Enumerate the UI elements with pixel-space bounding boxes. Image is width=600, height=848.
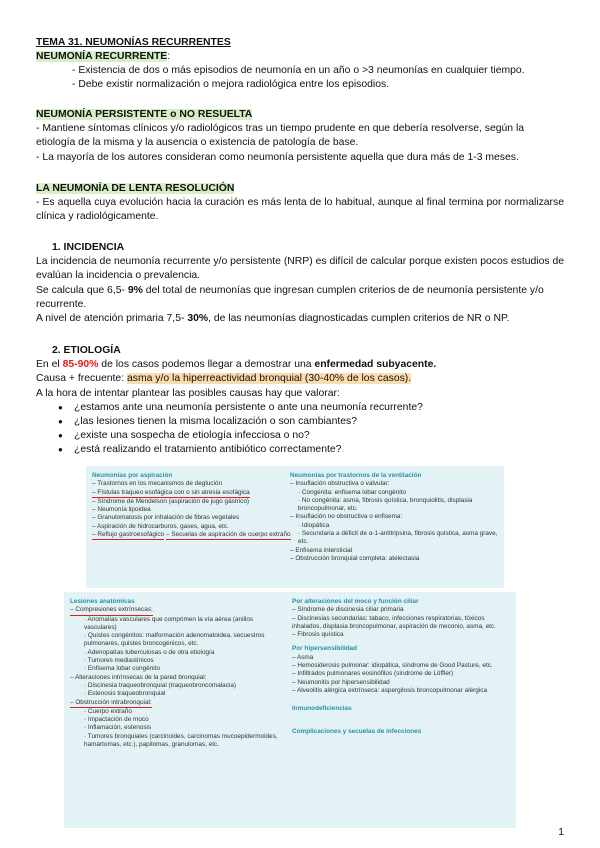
fig-line: · Idiopática <box>298 521 330 529</box>
fig-line: – Alveolitis alérgica extrínseca: aspergilosis broncopulmonar alérgica <box>292 686 488 694</box>
paragraph: Se calcula que 6,5- 9% del total de neumonías que ingresan cumplen criterios de de neumonía persistente y/o recurrente. <box>36 284 544 310</box>
fig-line: · Quistes congénitos: malformación adenomatoidea, secuestros pulmonares, quistes broncogénicos, etc. <box>84 632 265 648</box>
fig1-right-title: Neumonías por trastornos de la ventilación <box>290 472 422 479</box>
fig1-left-title: Neumonías por aspiración <box>92 472 173 479</box>
fig-line: – Neumonía lipoidea <box>92 506 151 514</box>
fig2-r3-title: Inmunodeficiencias <box>292 705 352 713</box>
fig-line: – Infiltrados pulmonares eosinófilos (síndrome de Löffler) <box>292 670 454 678</box>
fig-line: – Alteraciones intrínsecas de la pared bronquial: <box>70 673 207 681</box>
heading-etiologia: 2. ETIOLOGÍA <box>52 345 121 356</box>
fig-line: – Fibrosis quística <box>292 631 344 639</box>
fig1-right <box>290 472 498 563</box>
fig-line: – Obstrucción intrabronquial: <box>70 699 152 708</box>
list-item: ● ¿estamos ante una neumonía persistente o ante una neumonía recurrente? <box>60 401 564 415</box>
list-item: - Debe existir normalización o mejora radiológica entre los episodios. <box>72 78 564 92</box>
fig-line: · Impactación de moco <box>84 716 149 724</box>
section-etiologia <box>36 344 564 458</box>
section-lenta <box>36 182 564 225</box>
fig-line: · No congénita: asma, fibrosis quística, bronquiolitis, displasia broncopulmonar, etc. <box>298 496 473 513</box>
fig-line: – Trastornos en los mecanismos de deglución <box>92 480 223 488</box>
heading-persistente: NEUMONÍA PERSISTENTE o NO RESUELTA <box>36 109 253 120</box>
paragraph: A la hora de intentar plantear las posibles causas hay que valorar: <box>36 387 340 399</box>
list-item: ● ¿está realizando el tratamiento antibiótico correctamente? <box>60 443 564 457</box>
fig-line: · Enfisema lobar congénito <box>84 665 161 673</box>
fig2-r4-title: Complicaciones y secuelas de infecciones <box>292 727 422 735</box>
fig-line: – Hemosiderosis pulmonar: idiopática, síndrome de Good Pasture, etc. <box>292 662 493 670</box>
page-number: 1 <box>558 827 564 838</box>
section-persistente <box>36 108 564 165</box>
spacer <box>292 714 508 728</box>
fig-line: – Secuelas de aspiración de cuerpo extraño <box>166 531 291 540</box>
paragraph: - Mantiene síntomas clínicos y/o radiológicos tras un tiempo prudente en que debería resolverse, según la etiología de la misma y la ausencia o existencia de patología de base. <box>36 123 525 149</box>
heading-recurrente: NEUMONÍA RECURRENTE <box>36 51 168 62</box>
fig-line: – Síndrome de Mendelson (aspiración de jugo gástrico) <box>92 497 250 505</box>
figure-1 <box>86 466 504 588</box>
fig-line: · Discinesia traqueobronquial (traqueobroncomalacia) <box>84 681 237 689</box>
paragraph: - La mayoría de los autores consideran como neumonía persistente aquella que dura más de 1-3 meses. <box>36 151 519 163</box>
paragraph: En el 85-90% de los casos podemos llegar a demostrar una enfermedad subyacente. <box>36 359 437 371</box>
fig2-left-title: Lesiones anatómicas <box>70 598 135 605</box>
fig-line: · Congénita: enfisema lobar congénito <box>298 488 406 496</box>
heading-incidencia: 1. INCIDENCIA <box>52 242 125 253</box>
fig-line: – Reflujo gastroesofágico <box>92 531 164 540</box>
fig-line: – Asma <box>292 653 314 661</box>
fig-line: – Compresiones extrínsecas: <box>70 606 153 615</box>
fig-line: – Obstrucción bronquial completa: atelectasia <box>290 554 420 562</box>
fig-line: – Insuflación obstructiva o valvular: <box>290 480 390 488</box>
fig-line: · Inflamación, estenosis <box>84 724 152 732</box>
paragraph: A nivel de atención primaria 7,5- 30%, de las neumonías diagnosticadas cumplen criterios de NR o NP. <box>36 313 510 325</box>
document-title: TEMA 31. NEUMONÍAS RECURRENTES <box>36 37 231 48</box>
list-item: - Existencia de dos o más episodios de neumonía en un año o >3 neumonías en cualquier tiempo. <box>72 64 564 78</box>
section-incidencia <box>36 241 564 326</box>
fig-line: – Discinesias secundarias: tabaco, infecciones respiratorias, tóxicos inhalados, displasia broncopulmonar, aspiración de meconio, asma, etc. <box>292 614 496 630</box>
fig-line: · Tumores bronquiales (carcinoides, carcinomas mucoepidermoides, hamartomas, etc.), papilomas, granulomas, etc. <box>84 732 278 749</box>
fig1-left <box>92 472 292 540</box>
list-item: ● ¿las lesiones tienen la misma localización o son cambiantes? <box>60 415 564 429</box>
colon: : <box>167 51 171 62</box>
fig-line: – Insuflación no obstructiva o enfisema: <box>290 513 403 521</box>
fig-line: – Enfisema intersticial <box>290 546 353 554</box>
paragraph: Causa + frecuente: asma y/o la hiperreactividad bronquial (30-40% de los casos). <box>36 373 412 385</box>
fig-line: – Granulomatosis por inhalación de fibras vegetales <box>92 514 240 522</box>
paragraph: - Es aquella cuya evolución hacia la curación es más lenta de lo habitual, aunque al final termina por normalizarse clínica y radiológicamente. <box>36 197 564 223</box>
fig-line: · Adenopatías tuberculosas o de otra etiología <box>84 648 215 656</box>
fig-line: · Estenosis traqueobronquial <box>84 690 166 698</box>
fig2-r2-title: Por hipersensibilidad <box>292 645 357 653</box>
recurrente-list <box>36 64 564 92</box>
fig-line: · Cuerpo extraño <box>84 707 132 715</box>
fig-line: – Aspiración de hidrocarburos, gases, agua, etc. <box>92 522 229 530</box>
fig-line: – Neumonitis por hipersensibilidad <box>292 678 390 686</box>
fig-line: · Anomalías vasculares que comprimen la vía aérea (anillos vasculares) <box>84 615 254 631</box>
fig2-right <box>292 598 508 736</box>
fig2-left <box>70 598 282 749</box>
spacer <box>292 695 508 705</box>
fig-line: – Síndrome de discinesia ciliar primaria <box>292 606 404 614</box>
list-item: ● ¿existe una sospecha de etiología infecciosa o no? <box>60 429 564 443</box>
paragraph: La incidencia de neumonía recurrente y/o persistente (NRP) es difícil de calcular porque existen pocos estudios de evalúan la incidencia o prevalencia. <box>36 256 564 282</box>
section-recurrente <box>36 50 564 93</box>
fig-line: – Fístulas traqueo esofágica con o sin atresia esofágica <box>92 489 250 498</box>
heading-lenta: LA NEUMONÍA DE LENTA RESOLUCIÓN <box>36 183 235 194</box>
fig-line: · Tumores mediastínicos <box>84 657 154 665</box>
figure-2 <box>64 592 516 828</box>
etiologia-bullets <box>36 401 564 458</box>
fig-line: · Secundaria a déficit de α-1-antitripsina, fibrosis quística, asma grave, etc. <box>298 530 498 546</box>
fig2-r1-title: Por alteraciones del moco y función ciliar <box>292 598 419 605</box>
